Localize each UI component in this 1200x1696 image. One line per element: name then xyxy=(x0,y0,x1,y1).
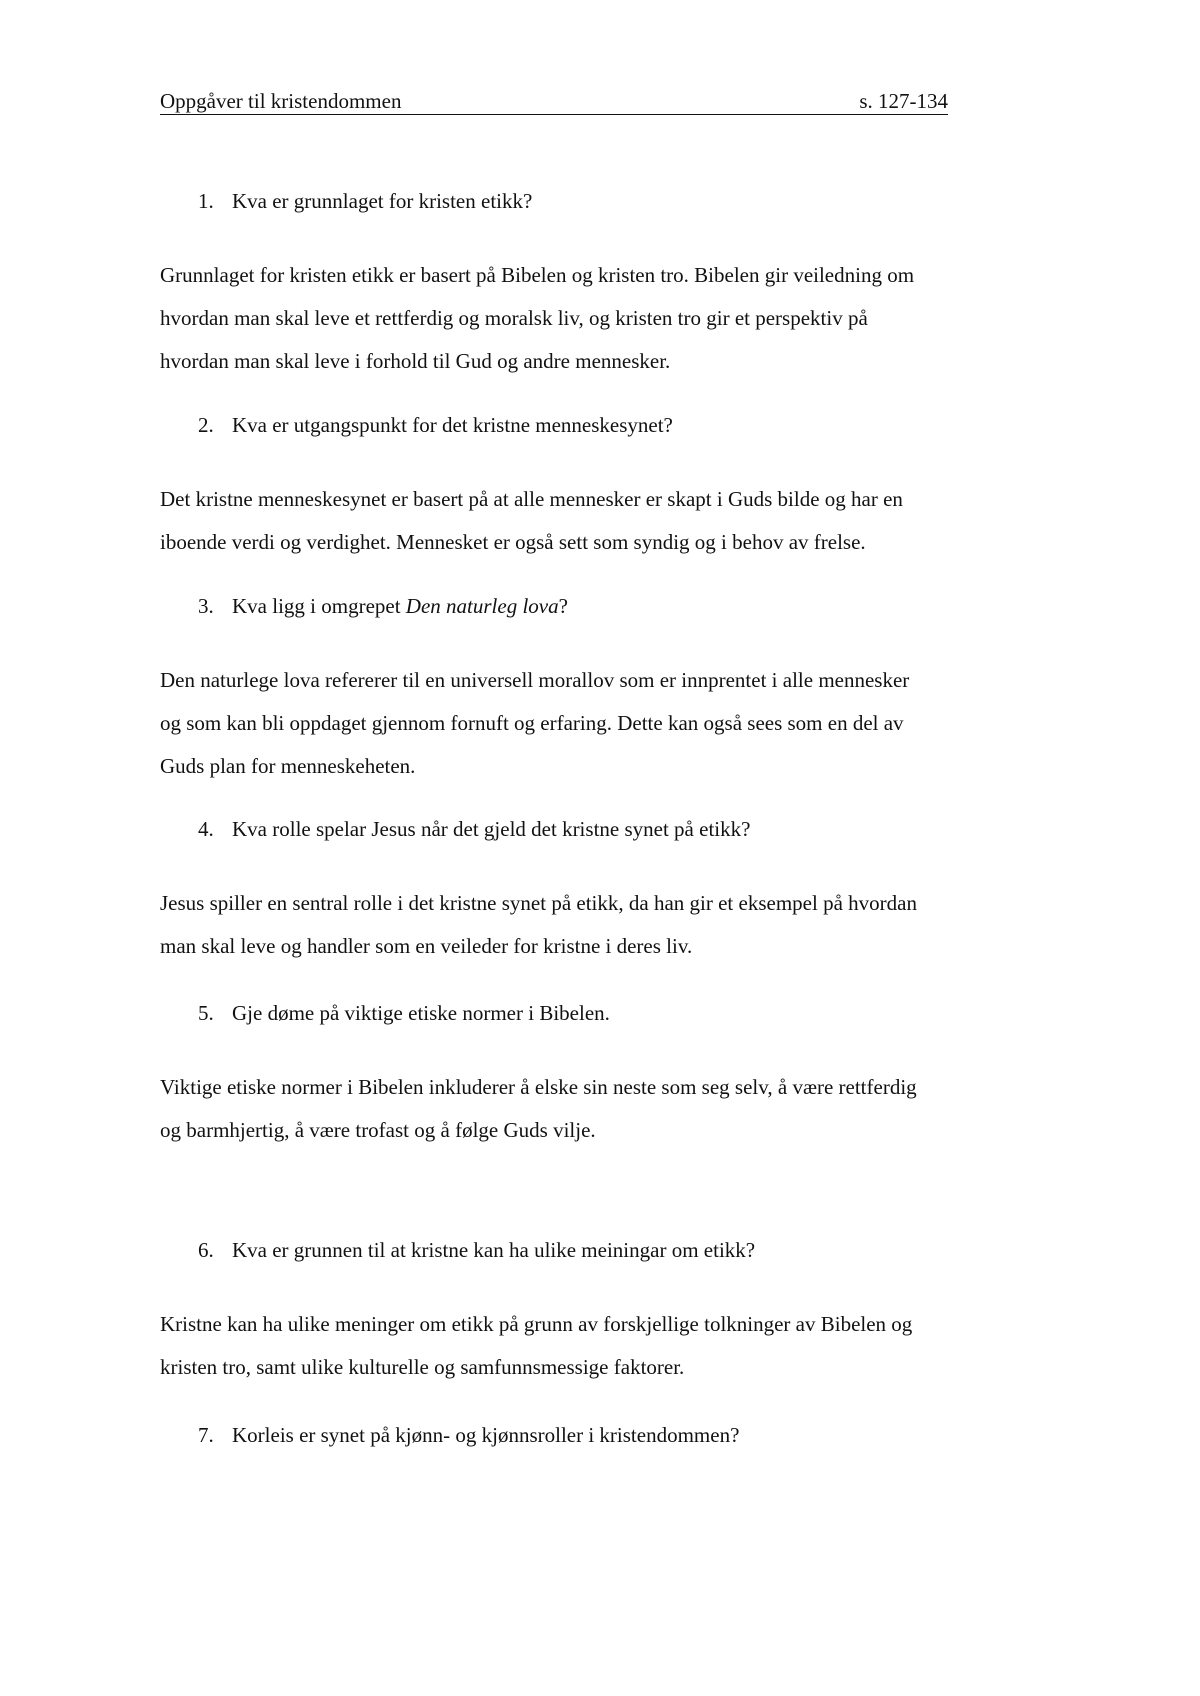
question-text: Korleis er synet på kjønn- og kjønnsroller i kristendommen? xyxy=(232,1423,740,1447)
answer-6 xyxy=(160,1303,1060,1389)
answer-line: man skal leve og handler som en veileder for kristne i deres liv. xyxy=(160,934,693,958)
question-6 xyxy=(198,1237,755,1263)
answer-2 xyxy=(160,478,1060,564)
question-text: Kva er grunnlaget for kristen etikk? xyxy=(232,189,533,213)
answer-line: Den naturlege lova refererer til en universell morallov som er innprentet i alle mennesker xyxy=(160,668,910,692)
answer-1 xyxy=(160,254,1060,383)
answer-5 xyxy=(160,1066,1060,1152)
question-7 xyxy=(198,1422,739,1448)
question-number: 2. xyxy=(198,413,214,437)
answer-line: Viktige etiske normer i Bibelen inkluderer å elske sin neste som seg selv, å være rettferdig xyxy=(160,1075,917,1099)
answer-line: Det kristne menneskesynet er basert på at alle mennesker er skapt i Guds bilde og har en xyxy=(160,487,903,511)
question-2 xyxy=(198,412,673,438)
page-header xyxy=(160,88,948,115)
question-4 xyxy=(198,816,750,842)
question-text-suffix: ? xyxy=(558,594,568,618)
answer-line: og barmhjertig, å være trofast og å følge Guds vilje. xyxy=(160,1118,596,1142)
question-text: Kva rolle spelar Jesus når det gjeld det kristne synet på etikk? xyxy=(232,817,751,841)
header-page-range: s. 127-134 xyxy=(859,89,948,113)
answer-line: Grunnlaget for kristen etikk er basert på Bibelen og kristen tro. Bibelen gir veiledning om xyxy=(160,263,915,287)
answer-line: hvordan man skal leve i forhold til Gud og andre mennesker. xyxy=(160,349,671,373)
question-text: Kva er grunnen til at kristne kan ha ulike meiningar om etikk? xyxy=(232,1238,756,1262)
answer-line: Jesus spiller en sentral rolle i det kristne synet på etikk, da han gir et eksempel på hvordan xyxy=(160,891,917,915)
answer-line: iboende verdi og verdighet. Mennesket er også sett som syndig og i behov av frelse. xyxy=(160,530,866,554)
header-title: Oppgåver til kristendommen xyxy=(160,89,402,113)
answer-line: Kristne kan ha ulike meninger om etikk på grunn av forskjellige tolkninger av Bibelen og xyxy=(160,1312,913,1336)
question-5 xyxy=(198,1000,610,1026)
question-number: 1. xyxy=(198,189,214,213)
answer-4 xyxy=(160,882,1060,968)
question-number: 6. xyxy=(198,1238,214,1262)
answer-line: Guds plan for menneskeheten. xyxy=(160,754,416,778)
answer-line: og som kan bli oppdaget gjennom fornuft og erfaring. Dette kan også sees som en del av xyxy=(160,711,904,735)
question-3 xyxy=(198,593,568,619)
question-term-italic: Den naturleg lova xyxy=(405,594,559,618)
question-number: 3. xyxy=(198,594,214,618)
question-number: 7. xyxy=(198,1423,214,1447)
question-text-prefix: Kva ligg i omgrepet xyxy=(232,594,406,618)
answer-line: hvordan man skal leve et rettferdig og moralsk liv, og kristen tro gir et perspektiv på xyxy=(160,306,868,330)
question-number: 4. xyxy=(198,817,214,841)
answer-line: kristen tro, samt ulike kulturelle og samfunnsmessige faktorer. xyxy=(160,1355,685,1379)
question-text: Kva er utgangspunkt for det kristne menneskesynet? xyxy=(232,413,673,437)
question-number: 5. xyxy=(198,1001,214,1025)
answer-3 xyxy=(160,659,1060,788)
question-1 xyxy=(198,188,532,214)
question-text: Gje døme på viktige etiske normer i Bibelen. xyxy=(232,1001,610,1025)
